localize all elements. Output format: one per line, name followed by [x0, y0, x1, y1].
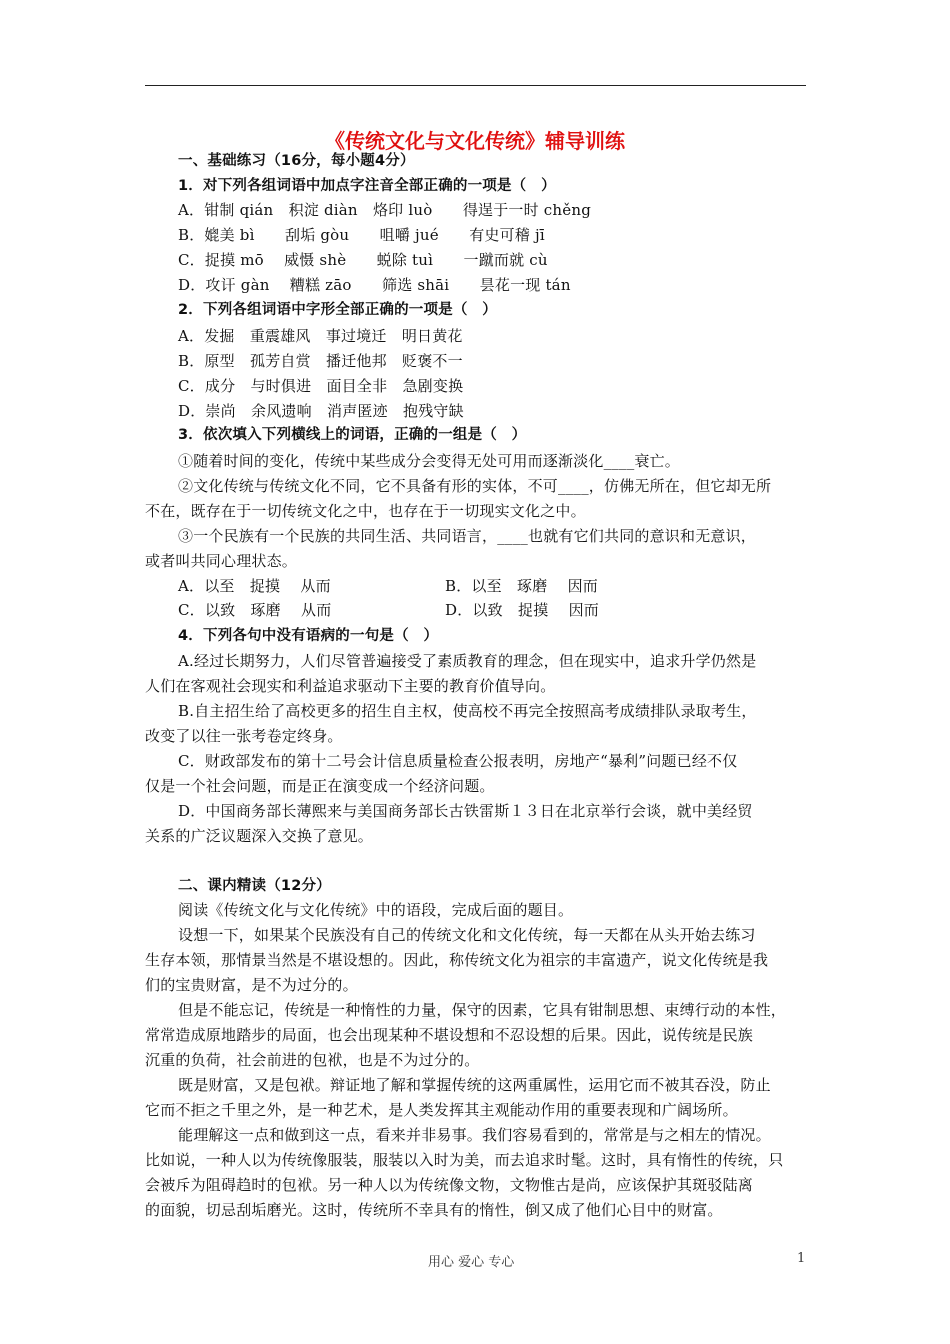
paragraph-3-line-2: 它而不拒之千里之外，是一种艺术，是人类发挥其主观能动作用的重要表现和广阔场所。	[145, 1101, 738, 1119]
paragraph-2-line-2: 常常造成原地踏步的局面，也会出现某种不堪设想和不忍设想的后果。因此，说传统是民族	[145, 1026, 754, 1044]
paragraph-4-line-3: 会被斥为阻碍趋时的包袱。另一种人以为传统像文物，文物惟古是尚，应该保护其斑驳陆离	[145, 1176, 754, 1194]
q2-stem: 2．下列各组词语中字形全部正确的一项是（ ）	[178, 302, 497, 318]
q4-option-c-cont: 仅是一个社会问题，而是正在演变成一个经济问题。	[145, 777, 495, 795]
q3-option-a: A．以至 捉摸 从而	[178, 577, 331, 595]
q2-option-d: D．崇尚 余风遗响 消声匿迹 抱残守缺	[178, 402, 464, 420]
paragraph-4-line-1: 能理解这一点和做到这一点，看来并非易事。我们容易看到的，常常是与之相左的情况。	[178, 1126, 771, 1144]
q4-option-a-cont: 人们在客观社会现实和利益追求驱动下主要的教育价值导向。	[145, 677, 556, 695]
paragraph-2-line-3: 沉重的负荷，社会前进的包袱，也是不为过分的。	[145, 1051, 480, 1069]
q1-option-b: B．媲美 bì 刮垢 gòu 咀嚼 jué 有史可稽 jī	[178, 226, 545, 244]
q1-option-d: D．攻讦 gàn 糟糕 zāo 筛选 shāi 昙花一现 tán	[178, 276, 571, 294]
paragraph-4-line-2: 比如说，一种人以为传统像服装，服装以入时为美，而去追求时髦。这时，具有惰性的传统，只	[145, 1151, 784, 1169]
page-number: 1	[797, 1251, 806, 1266]
q1-option-a: A．钳制 qián 积淀 diàn 烙印 luò 得逞于一时 chěng	[178, 201, 592, 219]
q4-stem: 4．下列各句中没有语病的一句是（ ）	[178, 628, 439, 644]
q3-sentence-3: ③一个民族有一个民族的共同生活、共同语言，____也就有它们共同的意识和无意识，	[178, 527, 757, 545]
paragraph-1-line-2: 生存本领，那情景当然是不堪设想的。因此，称传统文化为祖宗的丰富遗产，说文化传统是我	[145, 951, 769, 969]
q4-option-d-cont: 关系的广泛议题深入交换了意见。	[145, 827, 374, 845]
document-title: 《传统文化与文化传统》辅导训练	[325, 129, 625, 153]
q3-option-d: D．以致 捉摸 因而	[445, 601, 599, 619]
section1-heading: 一、基础练习（16分，每小题4分）	[178, 153, 415, 169]
section2-heading: 二、课内精读（12分）	[178, 878, 331, 894]
q1-option-c: C．捉摸 mō 威慑 shè 蜕除 tuì 一蹴而就 cù	[178, 251, 548, 269]
q4-option-c: C．财政部发布的第十二号会计信息质量检查公报表明，房地产“暴利”问题已经不仅	[178, 752, 738, 770]
paragraph-1-line-3: 们的宝贵财富，是不为过分的。	[145, 976, 358, 994]
q4-option-b: B.自主招生给了高校更多的招生自主权，使高校不再完全按照高考成绩排队录取考生，	[178, 702, 757, 720]
section2-intro: 阅读《传统文化与文化传统》中的语段，完成后面的题目。	[178, 901, 574, 919]
q2-option-b: B．原型 孤芳自赏 播迁他邦 贬褒不一	[178, 352, 463, 370]
footer-slogan: 用心 爱心 专心	[428, 1255, 515, 1270]
q3-option-c: C．以致 琢磨 从而	[178, 601, 332, 619]
q1-stem: 1．对下列各组词语中加点字注音全部正确的一项是（ ）	[178, 178, 556, 194]
paragraph-2-line-1: 但是不能忘记，传统是一种惰性的力量，保守的因素，它具有钳制思想、束缚行动的本性，	[178, 1001, 787, 1019]
q3-sentence-3-cont: 或者叫共同心理状态。	[145, 552, 298, 570]
q4-option-a: A.经过长期努力，人们尽管普遍接受了素质教育的理念，但在现实中，追求升学仍然是	[178, 652, 757, 670]
q3-sentence-1: ①随着时间的变化，传统中某些成分会变得无处可用而逐渐淡化____衰亡。	[178, 452, 681, 470]
paragraph-4-line-4: 的面貌，切忌刮垢磨光。这时，传统所不幸具有的惰性，倒又成了他们心目中的财富。	[145, 1201, 723, 1219]
q3-sentence-2-cont: 不在，既存在于一切传统文化之中，也存在于一切现实文化之中。	[145, 502, 586, 520]
q2-option-a: A．发掘 重震雄风 事过境迁 明日黄花	[178, 327, 463, 345]
q3-stem: 3．依次填入下列横线上的词语，正确的一组是（ ）	[178, 427, 527, 443]
q2-option-c: C．成分 与时俱进 面目全非 急剧变换	[178, 377, 464, 395]
q3-sentence-2: ②文化传统与传统文化不同，它不具备有形的实体，不可____，仿佛无所在，但它却无所	[178, 477, 772, 495]
paragraph-3-line-1: 既是财富，又是包袱。辩证地了解和掌握传统的这两重属性，运用它而不被其吞没，防止	[178, 1076, 771, 1094]
q3-option-b: B．以至 琢磨 因而	[445, 577, 598, 595]
header-rule	[145, 85, 806, 86]
paragraph-1-line-1: 设想一下，如果某个民族没有自己的传统文化和文化传统，每一天都在从头开始去练习	[178, 926, 756, 944]
q4-option-b-cont: 改变了以往一张考卷定终身。	[145, 727, 343, 745]
q4-option-d: D．中国商务部长薄熙来与美国商务部长古铁雷斯１３日在北京举行会谈，就中美经贸	[178, 802, 753, 820]
